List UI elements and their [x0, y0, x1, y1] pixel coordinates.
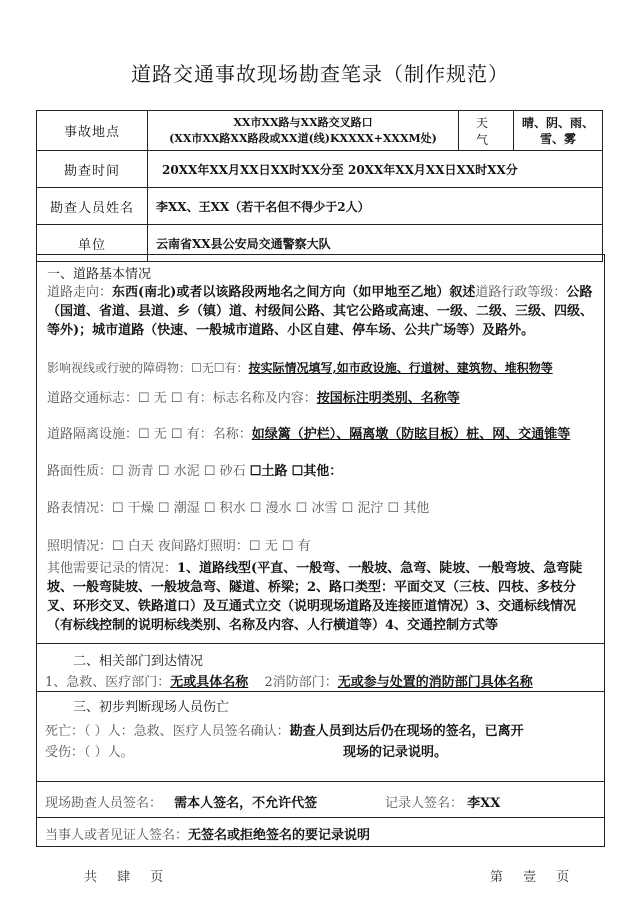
inspector-label: 现场勘查人员签名： [45, 796, 163, 811]
medical-label: 1、急救、医疗部门： [45, 675, 171, 690]
location-line1: XX市XX路与XX路交叉路口 [233, 115, 373, 129]
dead-label: 死亡：（ ）人：急救、医疗人员签名确认： [45, 724, 290, 739]
unit-value: 云南省XX县公安局交通警察大队 [148, 225, 603, 262]
other-paragraph [47, 559, 599, 635]
inspector-row [45, 792, 317, 811]
section2-heading: 二、相关部门到达情况 [73, 654, 204, 669]
recorder-label: 记录人签名： [385, 796, 464, 811]
obstacle-label: 影响视线或行驶的障碍物：☐无☐有： [47, 361, 249, 375]
obstacle-value: 按实际情况填写,如市政设施、行道树、建筑物、堆积物等 [248, 361, 553, 375]
admin-grade-label: 道路行政等 [475, 285, 541, 300]
other-label: 其他需要记录的情况： [47, 561, 178, 576]
barrier-label: 道路隔离设施：☐ 无 ☐ 有：名称： [47, 427, 252, 442]
header-table [36, 110, 603, 262]
recorder-value: 李XX [467, 796, 501, 811]
sign-label: 道路交通标志：☐ 无 ☐ 有：标志名称及内容： [47, 391, 317, 406]
witness-row [45, 824, 370, 843]
other-value: 1、道路线型(平直、一般弯、一般坡、急弯、陡坡、一般弯坡、急弯陡坡、一般弯陡坡、一般坡急弯、隧道、桥梁；2、路口类型：平面交叉（三枝、四枝、多枝分叉、环形交叉、铁路道口）及互通式立交（说明现场道路及连接匝道情况）3、交通标线情况（有标线控制的说明标线类别、名称及内容、人行横道等）4、交通控制方式等 [47, 561, 583, 633]
direction-paragraph [47, 283, 599, 340]
unit-label: 单位 [37, 225, 148, 262]
weather-line2: 雪、雾 [539, 131, 576, 146]
section3-heading: 三、初步判断现场人员伤亡 [73, 700, 230, 715]
time-value: 20XX年XX月XX日XX时XX分至 20XX年XX月XX日XX时XX分 [148, 151, 603, 188]
document-title: 道路交通事故现场勘查笔录（制作规范） [131, 62, 509, 86]
direction-label: 道路走向： [47, 285, 113, 300]
surface-other: ☐其他： [291, 464, 343, 479]
surface-dirt: ☐土路 [249, 464, 288, 479]
witness-value: 无签名或拒绝签名的要记录说明 [188, 828, 371, 843]
weather-line1: 晴、阴、雨、 [521, 115, 594, 130]
grade-label: 级： [540, 285, 567, 300]
dead-value: 勘查人员到达后仍在现场的签名，已离开 [289, 724, 524, 739]
total-pages: 共 肆 页 [84, 870, 172, 885]
witness-label: 当事人或者见证人签名： [45, 828, 189, 843]
fire-value: 无或参与处置的消防部门具体名称 [337, 675, 533, 690]
persons-label: 勘查人员姓名 [37, 188, 148, 225]
surface-label: 路面性质：☐ 沥青 ☐ 水泥 ☐ 砂石 [47, 464, 246, 479]
location-line2: (XX市XX路XX路段或XX道(线)KXXXX+XXXM处) [169, 131, 437, 145]
injured-row: 受伤：（ ）人。 [45, 745, 134, 760]
barrier-value: 如绿篱（护栏）、隔离墩（防眩目板）桩、网、交通锥等 [251, 427, 571, 442]
time-label: 勘查时间 [37, 151, 148, 188]
witness-signature-section [36, 817, 605, 847]
obstacle-row [47, 359, 553, 376]
fire-label: 2消防部门： [264, 675, 338, 690]
recorder-row [385, 792, 500, 811]
casualties-section [36, 691, 605, 782]
section1-heading: 一、道路基本情况 [47, 267, 152, 282]
barrier-row [47, 423, 570, 442]
dead-row [45, 720, 524, 739]
weather-value [514, 111, 603, 151]
page-number: 第 壹 页 [490, 870, 578, 885]
inspector-value: 需本人签名，不允许代签 [174, 796, 318, 811]
inspector-signature-section [36, 781, 605, 818]
persons-value: 李XX、王XX（若干名但不得少于2人） [148, 188, 603, 225]
location-label: 事故地点 [37, 111, 148, 151]
surface-row [47, 460, 342, 479]
road-condition-row: 路表情况：☐ 干燥 ☐ 潮湿 ☐ 积水 ☐ 漫水 ☐ 冰雪 ☐ 泥泞 ☐ 其他 [47, 501, 430, 516]
weather-label: 天 气 [459, 111, 514, 151]
lighting-row: 照明情况：☐ 白天 夜间路灯照明：☐ 无 ☐ 有 [47, 539, 311, 554]
sign-value: 按国标注明类别、名称等 [316, 391, 460, 406]
medical-value: 无或具体名称 [170, 675, 249, 690]
departments-section [36, 643, 605, 692]
sign-row [47, 387, 513, 406]
grade-value: 公路（国道、省道、县道、乡（镇）道、村级间公路、其它公路或高速、一级、二级、三级、四级、等外)；城市道路（快速、一般城市道路、小区自建、停车场、公共广场等）及路外。 [47, 285, 594, 338]
location-value [148, 111, 459, 151]
direction-value: 东西(南北)或者以该路段两地名之间方向（如甲地至乙地）叙述 [112, 285, 476, 300]
record-note: 现场的记录说明。 [343, 745, 448, 760]
road-info-section [36, 254, 605, 644]
departments-row [45, 671, 533, 690]
